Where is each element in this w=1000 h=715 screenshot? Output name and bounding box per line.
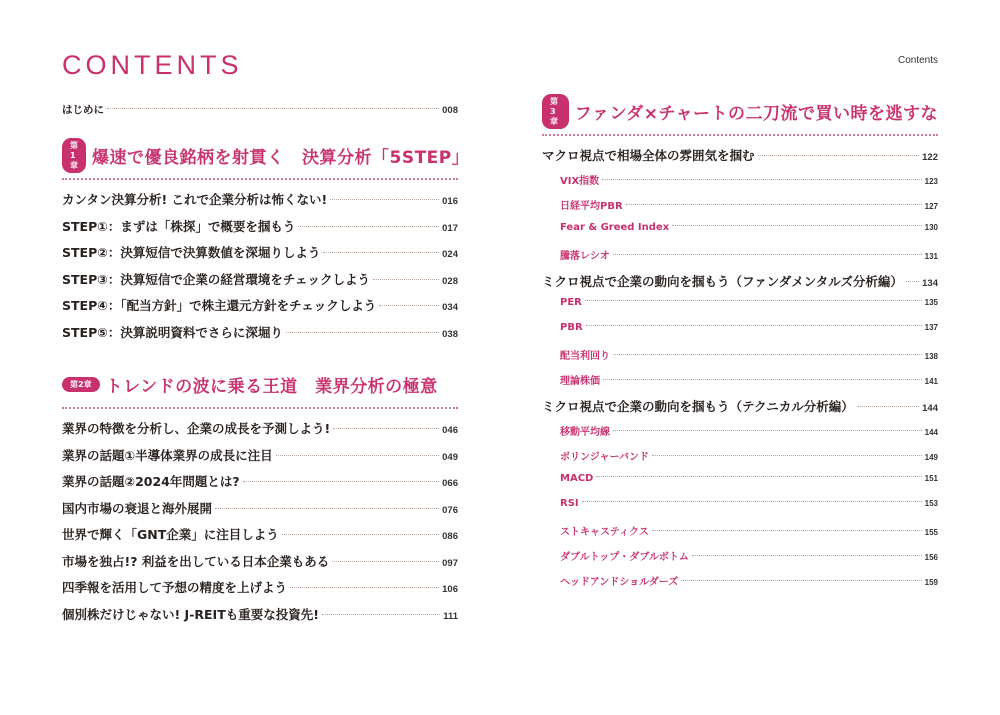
- page-number: 135: [924, 298, 938, 307]
- chapter-2-entries: [62, 419, 458, 631]
- dot-leader: [379, 305, 439, 306]
- entry-label: ダブルトップ・ダブルボトム: [560, 551, 689, 563]
- chapter-3-heading[interactable]: [542, 98, 938, 124]
- dot-leader: [286, 332, 439, 333]
- dot-leader: [626, 204, 922, 205]
- page-number: 016: [442, 196, 458, 207]
- page-number: 130: [924, 222, 938, 232]
- chapter-badge: 第3章: [542, 94, 569, 129]
- page-number: 024: [442, 249, 458, 260]
- dot-leader: [586, 325, 922, 326]
- dot-leader: [585, 300, 922, 301]
- toc-entry[interactable]: [62, 217, 458, 244]
- page-number: 066: [442, 478, 458, 489]
- dot-leader: [652, 455, 922, 456]
- toc-subentry[interactable]: [542, 247, 938, 272]
- toc-subentry[interactable]: [542, 573, 938, 598]
- chapter-title: トレンドの波に乗る王道 業界分析の極意: [105, 376, 438, 397]
- entry-label: 業界の話題①半導体業界の成長に注目: [62, 447, 273, 463]
- dot-leader: [758, 155, 920, 156]
- dot-leader: [906, 281, 919, 282]
- toc-subentry[interactable]: [542, 473, 938, 498]
- chapter-3-sections: [542, 146, 938, 598]
- dot-leader: [613, 430, 922, 431]
- toc-entry[interactable]: [62, 472, 458, 499]
- dot-leader: [613, 354, 922, 355]
- entry-label: 業界の特徴を分析し、企業の成長を予測しよう!: [62, 421, 331, 436]
- toc-entry[interactable]: [62, 446, 458, 473]
- toc-right-column: [542, 96, 938, 598]
- entry-label: ストキャスティクス: [560, 526, 649, 538]
- page-number: 046: [442, 425, 458, 436]
- entry-label: 世界で輝く「GNT企業」に注目しよう: [62, 527, 279, 542]
- dot-leader: [290, 587, 439, 588]
- dot-leader: [672, 225, 921, 226]
- entry-label: STEP①：まずは「株探」で概要を掴もう: [62, 218, 296, 234]
- entry-label: 騰落レシオ: [560, 250, 610, 262]
- chapter-1-entries: [62, 190, 458, 349]
- toc-subentry[interactable]: [542, 523, 938, 548]
- toc-subentry[interactable]: [542, 548, 938, 573]
- toc-subentry[interactable]: [542, 372, 938, 397]
- toc-entry[interactable]: [62, 605, 458, 632]
- page-number: 086: [442, 531, 458, 542]
- entry-label: STEP②：決算短信で決算数値を深堀りしよう: [62, 245, 321, 260]
- entry-label: PER: [560, 297, 582, 308]
- chapter-1-heading[interactable]: [62, 140, 470, 170]
- entry-label: 理論株価: [560, 376, 600, 387]
- entry-label: 市場を独占!? 利益を出している日本企業もある: [62, 553, 330, 569]
- page-number: 131: [924, 251, 938, 261]
- page-number: 151: [924, 473, 938, 483]
- page-number: 138: [924, 352, 938, 361]
- toc-entry[interactable]: [62, 296, 458, 323]
- toc-entry-intro[interactable]: [62, 102, 458, 124]
- toc-entry[interactable]: [62, 525, 458, 552]
- page-number: 159: [924, 577, 938, 587]
- page-number: 038: [442, 328, 458, 340]
- page-number: 122: [922, 152, 938, 163]
- page-number: 034: [442, 302, 458, 313]
- entry-label: 四季報を活用して予想の精度を上げよう: [62, 580, 288, 595]
- entry-label: STEP③：決算短信で企業の経営環境をチェックしよう: [62, 271, 370, 287]
- entry-label: マクロ視点で相場全体の雰囲気を掴む: [542, 148, 755, 163]
- page-number: 049: [442, 451, 458, 463]
- entry-label: 移動平均線: [560, 426, 610, 438]
- page-number: 134: [922, 277, 938, 289]
- toc-section[interactable]: [542, 397, 938, 423]
- toc-subentry[interactable]: [542, 322, 938, 347]
- page-number: 123: [924, 176, 938, 186]
- dot-leader: [243, 481, 440, 482]
- dot-leader: [298, 226, 439, 227]
- page-number: 076: [442, 504, 458, 516]
- page-number: 156: [924, 552, 938, 562]
- toc-entry[interactable]: [62, 552, 458, 579]
- chapter-divider: [542, 134, 938, 136]
- dot-leader: [613, 254, 922, 255]
- entry-label: 日経平均PBR: [560, 200, 623, 212]
- entry-label: VIX指数: [560, 175, 600, 187]
- entry-label: PBR: [560, 322, 583, 333]
- chapter-divider: [62, 407, 458, 409]
- dot-leader: [330, 199, 439, 200]
- entry-label: 業界の話題②2024年問題とは?: [62, 474, 240, 489]
- page-number: 111: [443, 610, 458, 622]
- entry-label: STEP⑤：決算説明資料でさらに深堀り: [62, 324, 283, 340]
- dot-leader: [373, 279, 439, 280]
- page-number: 155: [924, 527, 938, 537]
- dot-leader: [582, 501, 922, 502]
- dot-leader: [692, 555, 922, 556]
- dot-leader: [333, 428, 439, 429]
- dot-leader: [276, 455, 440, 456]
- toc-entry[interactable]: [62, 578, 458, 605]
- toc-subentry[interactable]: [542, 172, 938, 197]
- dot-leader: [215, 508, 439, 509]
- entry-label: 配当利回り: [560, 351, 610, 362]
- dot-leader: [681, 580, 921, 581]
- entry-label: ミクロ視点で企業の動向を掴もう（テクニカル分析編）: [542, 399, 854, 414]
- dot-leader: [323, 252, 439, 253]
- dot-leader: [652, 530, 922, 531]
- page-number: 141: [924, 377, 938, 386]
- toc-entry[interactable]: [62, 419, 458, 446]
- page-number: 149: [924, 452, 938, 462]
- toc-entry[interactable]: [62, 243, 458, 270]
- page-number: 144: [922, 403, 938, 414]
- entry-label: RSI: [560, 497, 579, 509]
- entry-label: 国内市場の衰退と海外展開: [62, 500, 213, 516]
- chapter-2-heading[interactable]: [62, 371, 458, 397]
- toc-subentry[interactable]: [542, 222, 938, 247]
- page-number: 106: [442, 584, 458, 595]
- toc-section[interactable]: [542, 146, 938, 172]
- toc-subentry[interactable]: [542, 448, 938, 473]
- running-head: Contents: [898, 55, 939, 66]
- toc-subentry[interactable]: [542, 197, 938, 222]
- chapter-title: ファンダ×チャートの二刀流で買い時を逃すな: [574, 103, 938, 124]
- toc-section[interactable]: [542, 272, 938, 298]
- entry-label: ミクロ視点で企業の動向を掴もう（ファンダメンタルズ分析編）: [542, 273, 903, 289]
- page-number: 008: [442, 105, 458, 116]
- toc-subentry[interactable]: [542, 297, 938, 322]
- dot-leader: [602, 179, 921, 180]
- page-number: 017: [442, 222, 458, 234]
- entry-label: 個別株だけじゃない! J-REITも重要な投資先!: [62, 606, 319, 622]
- dot-leader: [857, 406, 919, 407]
- toc-entry[interactable]: [62, 323, 458, 350]
- toc-entry[interactable]: [62, 190, 458, 217]
- toc-subentry[interactable]: [542, 498, 938, 523]
- dot-leader: [282, 534, 439, 535]
- toc-subentry[interactable]: [542, 423, 938, 448]
- dot-leader: [596, 476, 921, 477]
- dot-leader: [332, 561, 439, 562]
- chapter-title: 爆速で優良銘柄を射貫く 決算分析「5STEP」: [92, 147, 470, 168]
- toc-entry[interactable]: [62, 499, 458, 526]
- toc-subentry[interactable]: [542, 347, 938, 372]
- toc-left-column: [62, 100, 470, 631]
- dot-leader: [322, 614, 440, 615]
- toc-entry[interactable]: [62, 270, 458, 297]
- page-number: 028: [442, 275, 458, 287]
- page-title: CONTENTS: [62, 50, 243, 80]
- chapter-divider: [62, 178, 458, 180]
- entry-label: ボリンジャーバンド: [560, 451, 650, 463]
- page-number: 144: [924, 427, 938, 437]
- entry-label: Fear & Greed Index: [560, 221, 670, 233]
- page-number: 137: [924, 323, 938, 332]
- dot-leader: [107, 108, 439, 109]
- chapter-badge: 第1章: [62, 138, 86, 173]
- entry-label: STEP④：「配当方針」で株主還元方針をチェックしよう: [62, 298, 377, 313]
- page-number: 127: [924, 201, 938, 211]
- page-number: 153: [924, 498, 938, 508]
- dot-leader: [603, 379, 922, 380]
- chapter-badge: 第2章: [62, 377, 100, 392]
- entry-label: カンタン決算分析! これで企業分析は怖くない!: [62, 192, 328, 207]
- page-number: 097: [442, 557, 458, 569]
- entry-label: ヘッドアンドショルダーズ: [560, 576, 679, 588]
- entry-label: はじめに: [62, 104, 104, 116]
- entry-label: MACD: [560, 472, 594, 484]
